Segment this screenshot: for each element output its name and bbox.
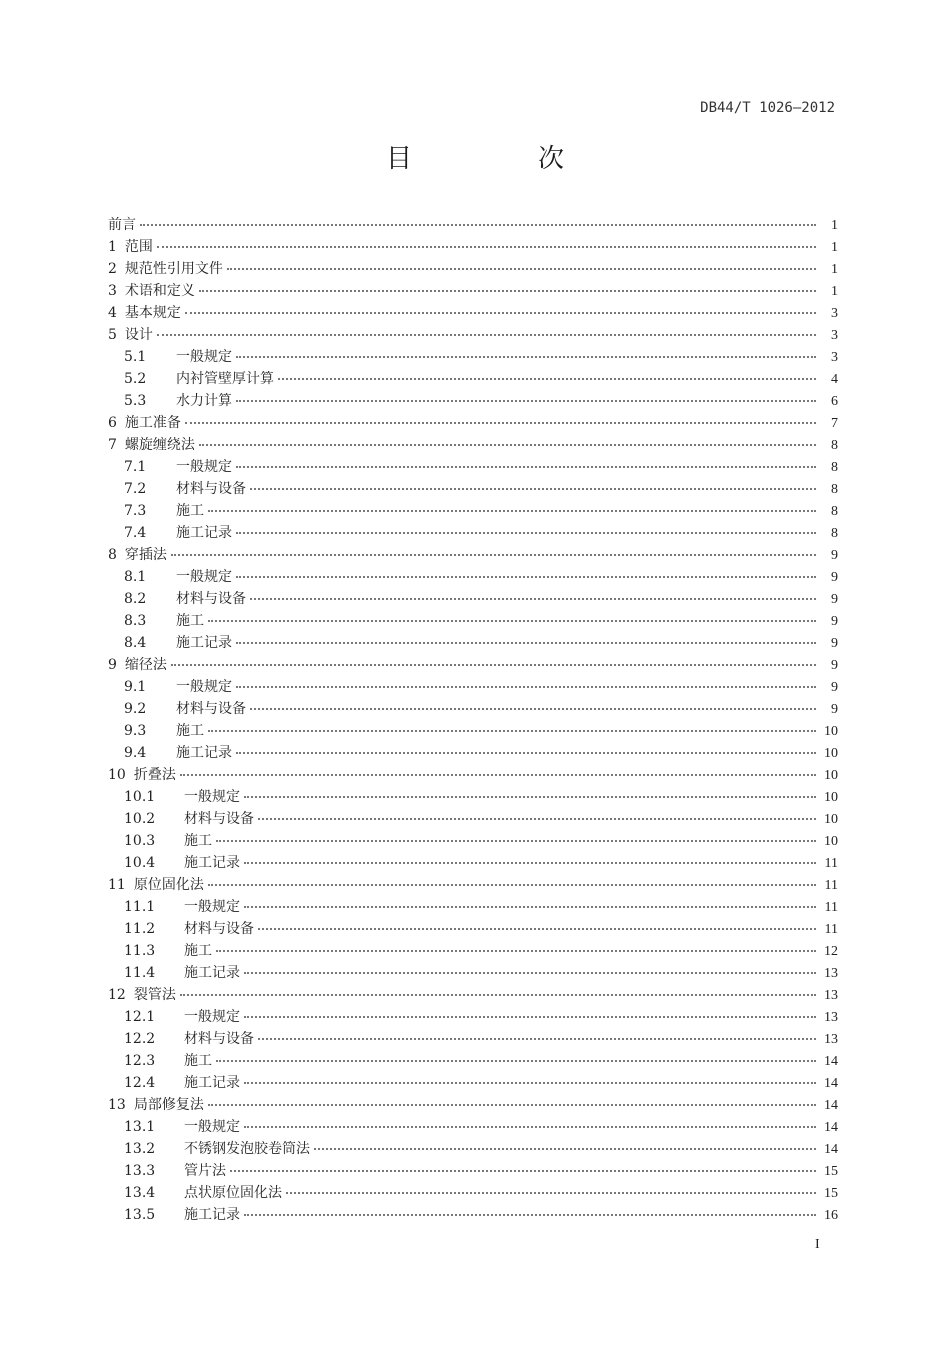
toc-entry-number: 11.2 <box>124 921 156 937</box>
dot-leader <box>244 795 816 798</box>
toc-entry-number: 7.2 <box>124 481 147 497</box>
toc-entry-page: 8 <box>831 482 838 497</box>
toc-entry-number: 2 <box>108 261 117 277</box>
toc-entry-page: 7 <box>831 416 838 431</box>
toc-entry-label: 一般规定 <box>184 1009 240 1025</box>
dot-leader <box>208 729 816 732</box>
document-code: DB44/T 1026—2012 <box>700 100 835 116</box>
toc-entry-page: 10 <box>824 790 838 805</box>
dot-leader <box>208 619 816 622</box>
toc-entry[interactable] <box>108 434 838 456</box>
toc-entry-page: 9 <box>831 614 838 629</box>
toc-entry-number: 9.3 <box>124 723 147 739</box>
toc-entry-number: 7.3 <box>124 503 147 519</box>
toc-entry-label: 规范性引用文件 <box>124 261 223 277</box>
toc-entry-label: 裂管法 <box>133 987 176 1003</box>
toc-entry-page: 4 <box>831 372 838 387</box>
toc-entry-number: 8.3 <box>124 613 147 629</box>
dot-leader <box>258 817 816 820</box>
toc-entry-page: 8 <box>831 460 838 475</box>
toc-entry-label: 材料与设备 <box>184 1031 254 1047</box>
toc-entry[interactable] <box>108 280 838 302</box>
toc-entry-number: 7 <box>108 437 117 453</box>
toc-entry-label: 管片法 <box>184 1163 226 1179</box>
dot-leader <box>180 993 816 996</box>
toc-entry-number: 5 <box>108 327 117 343</box>
toc-entry[interactable] <box>108 456 838 478</box>
toc-entry-label: 不锈钢发泡胶卷筒法 <box>184 1141 310 1157</box>
toc-entry-page: 12 <box>824 944 838 959</box>
toc-entry-label: 前言 <box>108 217 136 233</box>
toc-entry-label: 材料与设备 <box>184 811 254 827</box>
toc-entry-page: 14 <box>824 1098 838 1113</box>
dot-leader <box>216 949 816 952</box>
toc-entry-page: 9 <box>831 636 838 651</box>
dot-leader <box>244 861 816 864</box>
toc-entry[interactable] <box>108 632 838 654</box>
toc-entry-number: 4 <box>108 305 117 321</box>
toc-entry-page: 9 <box>831 658 838 673</box>
toc-entry-number: 13 <box>108 1097 126 1113</box>
dot-leader <box>157 333 816 336</box>
toc-entry-page: 1 <box>831 240 838 255</box>
dot-leader <box>180 773 816 776</box>
dot-leader <box>208 883 816 886</box>
toc-entry[interactable] <box>108 918 838 940</box>
dot-leader <box>250 487 816 490</box>
toc-entry[interactable] <box>108 808 838 830</box>
toc-entry[interactable] <box>108 1094 838 1116</box>
dot-leader <box>216 839 816 842</box>
toc-entry-page: 8 <box>831 526 838 541</box>
dot-leader <box>227 267 816 270</box>
toc-entry-label: 缩径法 <box>124 657 167 673</box>
toc-entry-page: 3 <box>831 328 838 343</box>
toc-entry[interactable] <box>108 1028 838 1050</box>
toc-entry-number: 1 <box>108 239 117 255</box>
toc-entry-number: 7.1 <box>124 459 147 475</box>
dot-leader <box>244 1213 816 1216</box>
toc-entry-number: 11.4 <box>124 965 156 981</box>
page-number: I <box>815 1237 820 1252</box>
toc-entry-number: 12.2 <box>124 1031 156 1047</box>
toc-entry[interactable] <box>108 874 838 896</box>
toc-entry-number: 12 <box>108 987 126 1003</box>
toc-entry-number: 13.4 <box>124 1185 156 1201</box>
toc-entry[interactable] <box>108 676 838 698</box>
toc-entry-label: 基本规定 <box>124 305 181 321</box>
dot-leader <box>250 707 816 710</box>
toc-entry[interactable] <box>108 478 838 500</box>
toc-entry-page: 9 <box>831 592 838 607</box>
toc-entry[interactable] <box>108 1182 838 1204</box>
toc-entry-label: 材料与设备 <box>184 921 254 937</box>
toc-entry[interactable] <box>108 588 838 610</box>
toc-entry-number: 5.3 <box>124 393 147 409</box>
toc-entry[interactable] <box>108 962 838 984</box>
toc-entry-label: 穿插法 <box>124 547 167 563</box>
toc-entry-label: 施工记录 <box>184 965 240 981</box>
toc-entry[interactable] <box>108 1116 838 1138</box>
dot-leader <box>314 1147 816 1150</box>
toc-entry-page: 10 <box>824 746 838 761</box>
toc-entry-page: 10 <box>824 768 838 783</box>
toc-entry[interactable] <box>108 346 838 368</box>
dot-leader <box>236 575 816 578</box>
toc-entry[interactable] <box>108 214 838 236</box>
toc-entry[interactable] <box>108 1006 838 1028</box>
toc-entry-page: 1 <box>831 218 838 233</box>
toc-entry-number: 10.2 <box>124 811 156 827</box>
toc-entry-label: 施工记录 <box>184 855 240 871</box>
toc-entry[interactable] <box>108 324 838 346</box>
toc-entry-page: 11 <box>824 922 838 937</box>
dot-leader <box>236 641 816 644</box>
dot-leader <box>244 905 816 908</box>
dot-leader <box>286 1191 816 1194</box>
toc-entry[interactable] <box>108 566 838 588</box>
toc-entry-label: 局部修复法 <box>133 1097 204 1113</box>
dot-leader <box>236 531 816 534</box>
dot-leader <box>244 1015 816 1018</box>
toc-entry-page: 11 <box>824 878 838 893</box>
page-title: 目 次 <box>385 144 614 174</box>
toc-entry[interactable] <box>108 1160 838 1182</box>
toc-entry-label: 点状原位固化法 <box>184 1185 282 1201</box>
dot-leader <box>236 685 816 688</box>
toc-entry-label: 施工记录 <box>184 1075 240 1091</box>
dot-leader <box>157 245 816 248</box>
toc-entry-page: 13 <box>824 1032 838 1047</box>
toc-entry-label: 材料与设备 <box>176 701 246 717</box>
toc-entry-number: 10.1 <box>124 789 156 805</box>
toc-entry[interactable] <box>108 940 838 962</box>
toc-entry-label: 一般规定 <box>176 459 232 475</box>
dot-leader <box>171 663 816 666</box>
toc-entry-page: 15 <box>824 1164 838 1179</box>
toc-entry[interactable] <box>108 896 838 918</box>
toc-entry[interactable] <box>108 368 838 390</box>
toc-entry-label: 施工 <box>184 1053 212 1069</box>
toc-entry-label: 一般规定 <box>184 1119 240 1135</box>
toc-entry-page: 14 <box>824 1120 838 1135</box>
toc-entry[interactable] <box>108 544 838 566</box>
toc-entry[interactable] <box>108 698 838 720</box>
toc-entry-label: 内衬管壁厚计算 <box>176 371 274 387</box>
toc-entry-label: 施工 <box>184 833 212 849</box>
toc-entry-label: 施工记录 <box>176 745 232 761</box>
toc-entry-page: 13 <box>824 1010 838 1025</box>
toc-entry[interactable] <box>108 786 838 808</box>
toc-entry-page: 1 <box>831 284 838 299</box>
toc-entry-label: 设计 <box>124 327 153 343</box>
toc-entry-label: 一般规定 <box>184 789 240 805</box>
toc-entry-number: 13.5 <box>124 1207 156 1223</box>
toc-entry-number: 12.3 <box>124 1053 156 1069</box>
dot-leader <box>236 399 816 402</box>
dot-leader <box>140 223 816 226</box>
table-of-contents <box>108 214 838 1226</box>
dot-leader <box>278 377 816 380</box>
toc-entry-number: 13.3 <box>124 1163 156 1179</box>
toc-entry-label: 一般规定 <box>176 349 232 365</box>
dot-leader <box>185 421 816 424</box>
toc-entry-page: 6 <box>831 394 838 409</box>
toc-entry-number: 8.4 <box>124 635 147 651</box>
toc-entry[interactable] <box>108 390 838 412</box>
toc-entry-number: 10 <box>108 767 126 783</box>
toc-entry[interactable] <box>108 500 838 522</box>
toc-entry-label: 施工 <box>184 943 212 959</box>
toc-entry-number: 9 <box>108 657 117 673</box>
dot-leader <box>244 1081 816 1084</box>
toc-entry-page: 14 <box>824 1076 838 1091</box>
toc-entry[interactable] <box>108 654 838 676</box>
toc-entry-page: 3 <box>831 306 838 321</box>
toc-entry-label: 一般规定 <box>176 569 232 585</box>
toc-entry-number: 7.4 <box>124 525 147 541</box>
toc-entry-label: 施工 <box>176 613 204 629</box>
toc-entry[interactable] <box>108 852 838 874</box>
toc-entry[interactable] <box>108 1072 838 1094</box>
toc-entry-number: 12.1 <box>124 1009 156 1025</box>
toc-entry-page: 10 <box>824 812 838 827</box>
toc-entry[interactable] <box>108 302 838 324</box>
toc-entry[interactable] <box>108 522 838 544</box>
toc-entry-label: 螺旋缠绕法 <box>124 437 195 453</box>
toc-entry-number: 8 <box>108 547 117 563</box>
toc-entry[interactable] <box>108 830 838 852</box>
toc-entry-label: 水力计算 <box>176 393 232 409</box>
dot-leader <box>258 1037 816 1040</box>
toc-entry-page: 16 <box>824 1208 838 1223</box>
toc-entry-page: 13 <box>824 966 838 981</box>
dot-leader <box>208 509 816 512</box>
toc-entry-page: 3 <box>831 350 838 365</box>
dot-leader <box>250 597 816 600</box>
toc-entry-number: 9.2 <box>124 701 147 717</box>
toc-entry-page: 8 <box>831 438 838 453</box>
toc-entry-page: 10 <box>824 834 838 849</box>
toc-entry[interactable] <box>108 720 838 742</box>
toc-entry-label: 一般规定 <box>184 899 240 915</box>
dot-leader <box>208 1103 816 1106</box>
toc-entry-page: 1 <box>831 262 838 277</box>
dot-leader <box>244 971 816 974</box>
toc-entry-label: 折叠法 <box>133 767 176 783</box>
toc-entry[interactable] <box>108 984 838 1006</box>
toc-entry-page: 11 <box>824 856 838 871</box>
toc-entry[interactable] <box>108 258 838 280</box>
dot-leader <box>236 355 816 358</box>
toc-entry-page: 9 <box>831 548 838 563</box>
toc-entry-number: 9.1 <box>124 679 147 695</box>
toc-entry-number: 11.1 <box>124 899 156 915</box>
toc-entry[interactable] <box>108 1138 838 1160</box>
toc-entry-number: 10.4 <box>124 855 156 871</box>
dot-leader <box>258 927 816 930</box>
toc-entry[interactable] <box>108 610 838 632</box>
toc-entry-page: 9 <box>831 702 838 717</box>
toc-entry[interactable] <box>108 1050 838 1072</box>
dot-leader <box>171 553 816 556</box>
toc-entry-label: 术语和定义 <box>124 283 195 299</box>
toc-entry-number: 10.3 <box>124 833 156 849</box>
toc-entry-number: 5.2 <box>124 371 147 387</box>
toc-entry-number: 11 <box>108 877 126 893</box>
dot-leader <box>199 289 816 292</box>
toc-entry-number: 6 <box>108 415 117 431</box>
toc-entry-number: 13.2 <box>124 1141 156 1157</box>
toc-entry[interactable] <box>108 236 838 258</box>
toc-entry-page: 13 <box>824 988 838 1003</box>
dot-leader <box>236 465 816 468</box>
toc-entry[interactable] <box>108 742 838 764</box>
toc-entry-page: 14 <box>824 1142 838 1157</box>
toc-entry-label: 施工记录 <box>176 635 232 651</box>
toc-entry-number: 8.1 <box>124 569 147 585</box>
toc-entry-label: 施工 <box>176 503 204 519</box>
dot-leader <box>244 1125 816 1128</box>
toc-entry-label: 原位固化法 <box>133 877 204 893</box>
toc-entry[interactable] <box>108 1204 838 1226</box>
toc-entry[interactable] <box>108 764 838 786</box>
toc-entry-page: 10 <box>824 724 838 739</box>
toc-entry-page: 8 <box>831 504 838 519</box>
toc-entry-number: 13.1 <box>124 1119 156 1135</box>
toc-entry-page: 9 <box>831 570 838 585</box>
toc-entry-number: 11.3 <box>124 943 156 959</box>
dot-leader <box>236 751 816 754</box>
toc-entry-number: 3 <box>108 283 117 299</box>
dot-leader <box>199 443 816 446</box>
toc-entry-page: 14 <box>824 1054 838 1069</box>
toc-entry-number: 5.1 <box>124 349 147 365</box>
toc-entry-number: 8.2 <box>124 591 147 607</box>
toc-entry-label: 材料与设备 <box>176 481 246 497</box>
toc-entry-label: 施工记录 <box>184 1207 240 1223</box>
toc-entry-label: 施工准备 <box>124 415 181 431</box>
toc-entry-label: 施工记录 <box>176 525 232 541</box>
toc-entry-page: 9 <box>831 680 838 695</box>
toc-entry-number: 12.4 <box>124 1075 156 1091</box>
toc-entry-label: 范围 <box>124 239 153 255</box>
dot-leader <box>230 1169 816 1172</box>
toc-entry-number: 9.4 <box>124 745 147 761</box>
toc-entry[interactable] <box>108 412 838 434</box>
dot-leader <box>185 311 816 314</box>
dot-leader <box>216 1059 816 1062</box>
toc-entry-label: 材料与设备 <box>176 591 246 607</box>
toc-entry-page: 15 <box>824 1186 838 1201</box>
toc-entry-page: 11 <box>824 900 838 915</box>
toc-entry-label: 一般规定 <box>176 679 232 695</box>
toc-entry-label: 施工 <box>176 723 204 739</box>
